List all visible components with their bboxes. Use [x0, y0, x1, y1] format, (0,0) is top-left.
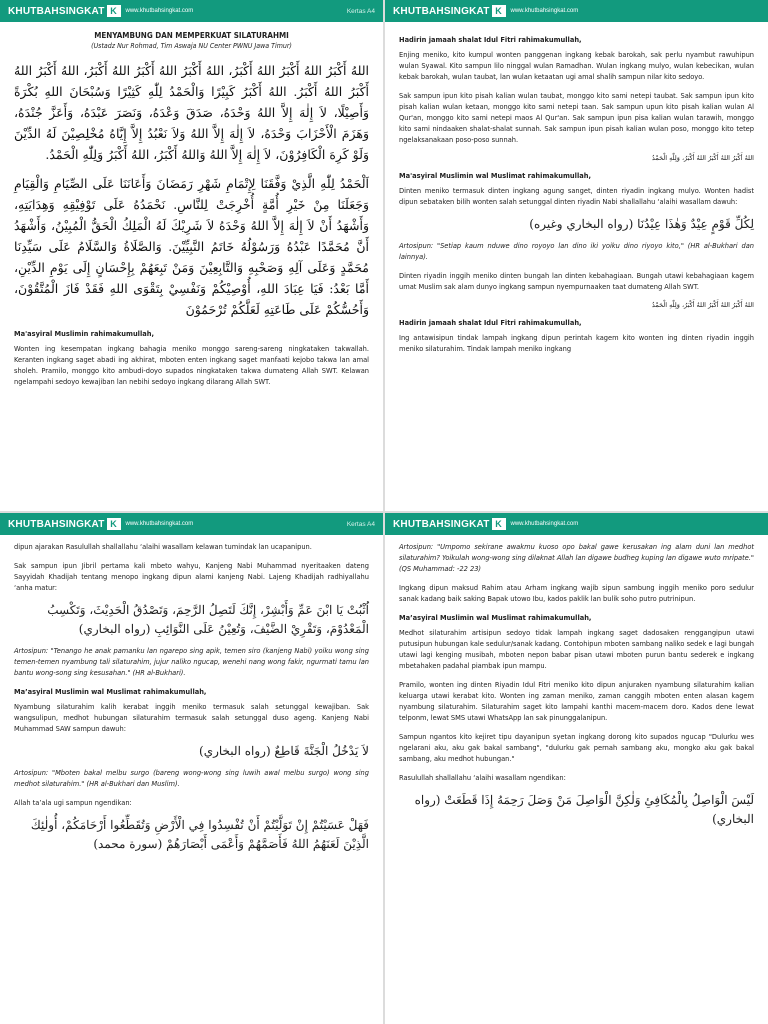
section-heading: Ma’asyiral Muslimin wal Muslimat rahimakumullah,: [399, 613, 592, 622]
logo-text: KHUTBAHSINGKAT: [8, 518, 105, 530]
page-header: [385, 513, 768, 535]
site-url[interactable]: www.khutbahsingkat.com: [510, 521, 579, 527]
arabic-opening-passage: اَلْحَمْدُ لِلّٰهِ الَّذِيْ وَفَّقَنَا لِإِتْمَامِ شَهْرِ رَمَضَانَ وَأَعَانَنَا عَلَى الصِّيَامِ وَالْقِيَامِ وَجَعَلَنَا مِنْ خَيْرِ أُمَّةٍ أُخْرِجَتْ لِلنَّاسِ. نَحْمَدُهُ عَلَى تَوْفِيْقِهِ وَهِدَايَتِهِ، وَأَشْهَدُ أَنْ لاَ إِلٰهَ إِلاَّ اللهُ وَحْدَهُ لاَ شَرِيْكَ لَهُ الْمَلِكُ الْحَقُّ الْمُبِيْنُ، وَأَشْهَدُ أَنَّ مُحَمَّدًا عَبْدُهُ وَرَسُوْلُهُ خَاتَمُ النَّبِيِّيْنَ. وَالصَّلَاةُ وَالسَّلَامُ عَلَى سَيِّدِنَا مُحَمَّدٍ وَعَلَى آلِهِ وَصَحْبِهِ وَالتَّابِعِيْنَ وَمَنْ تَبِعَهُمْ بِإِحْسَانٍ إِلَى يَوْمِ الدِّيْنِ، أَمَّا بَعْدُ: فَيَا عِبَادَ اللهِ، أُوْصِيْكُمْ وَنَفْسِيْ بِتَقْوَى اللهِ فَقَدْ فَازَ الْمُتَّقُوْنَ، وَأَحُسُّكُمْ عَلَى طَاعَتِهِ لَعَلَّكُمْ تُرْحَمُوْنَ: [14, 176, 369, 317]
arabic-hadith: لَيْسَ الْوَاصِلُ بِالْمُكَافِئِ وَلٰكِنَّ الْوَاصِلَ مَنْ وَصَلَ رَحِمَهُ إِذَا قَطَعَتْ (رواه البخاري): [414, 793, 754, 826]
page-2: [385, 0, 768, 511]
page-4: [385, 513, 768, 1024]
page-content: [385, 22, 768, 354]
paragraph: Sak sampun ipun Jibril pertama kali mbeto wahyu, Kanjeng Nabi Muhammad nyeritaaken dateng Sayyidah Khadijah tentang menopo ingkang dipun alami kanjeng Nabi. Lajeng Khadijah radhiyallahu ‘anha matur:: [14, 561, 369, 592]
translation: Artosipun: "Umpomo sekirane awakmu kuoso opo bakal gawe kerusakan ing alam duni lan medhot silaturahim? Yoikulah wong-wong sing dilaknat Allah lan digawe budheg kuping lan digawe wuto mripate." (QS Muhammad: -22 23): [399, 542, 754, 573]
page-3: [0, 513, 383, 1024]
paragraph: Ingkang dipun maksud Rahim atau Arham ingkang wajib sipun sambung inggih meniko poro sedulur sanak kadang baik saking Bapak utowo Ibu, kados paklik lan bulik soho putro putrinipun.: [399, 583, 754, 603]
site-url[interactable]: www.khutbahsingkat.com: [125, 521, 194, 527]
page-header: [0, 513, 383, 535]
page-header: [0, 0, 383, 22]
translation: Artosipun: "Tenango he anak pamanku lan ngarepo sing apik, temen siro (kanjeng Nabi) yoiku wong sing temen-temen nyambung tali silaturahim, jujur naliko ngucap, wenehi nang wong fakir, ngurmati tamu lan bantu wong-song sing kesusahan." (HR al-Bukhari).: [14, 646, 369, 677]
logo-mark-icon: K: [107, 518, 121, 530]
arabic-hadith: لِكُلِّ قَوْمٍ عِيْدٌ وَهٰذَا عِيْدُنَا (رواه البخاري وغيره): [529, 217, 754, 231]
translation: Artosipun: "Mboten bakal melbu surgo (bareng wong-wong sing luwih awal melbu surgo) wong sing medhot silaturahim." (HR al-Bukhari dan Muslim).: [14, 768, 369, 788]
paragraph: Pramilo, wonten ing dinten Riyadin Idul Fitri meniko kito dipun anjuraken nyambung silaturahim kalian keluarga utawi kerabat kito. Wonten ing zaman meniko, zaman canggih mboten enten alasan kagem nyambung silaturahim. Silaturahim saget kito lampahi kanthi macem-macem doro. Kados dene lewat telponm, lewat SMS utawi WhatsApp lan sak pinunggalanipun.: [399, 680, 754, 722]
translation: Artosipun: "Setiap kaum nduwe dino royoyo lan dino iki yoiku dino riyoyo kito," (HR al-Bukhari dan lainnya).: [399, 241, 754, 261]
paragraph: Wonten ing kesempatan ingkang bahagia meniko monggo sareng-sareng ningkataken takwallah. Keranten ingkang saget abadi ing akhirat, mboten enten ingkang saget manfaati kejobo takwa lan amal sholeh. Pramilo, monggo kito ambudi-doyo supados ningkataken takwa dumateng Allah SWT. Kelawan ngelampahi sedoyo kewajiban lan nebihi sedoyo ingkang dilarang Allah SWT.: [14, 344, 369, 386]
page-content: [385, 535, 768, 829]
paper-size-label: Kertas A4: [346, 7, 375, 15]
logo-text: KHUTBAHSINGKAT: [393, 518, 490, 530]
document-author: (Ustadz Nur Rohmad, Tim Aswaja NU Center PWNU Jawa Timur): [91, 42, 292, 50]
paragraph: Dinten meniko termasuk dinten ingkang agung sanget, dinten riyadin ingkang mulyo. Wonten hadist dipun sebataken bilih wonten salah setunggal dinten riyadin Nabi shallallahu ‘alaihi wasallam dawuh:: [399, 186, 754, 206]
paper-size-label: Kertas A4: [346, 520, 375, 528]
paragraph: Ing antawisipun tindak lampah ingkang dipun perintah kagem kito wonten ing dinten riyadin inggih meniko silaturahim. Tindak lampah meniko ingkang: [399, 333, 754, 353]
paragraph: dipun ajarakan Rasulullah shallallahu ‘alaihi wasallam kelawan tumindak lan ucapanipun.: [14, 542, 312, 551]
site-logo[interactable]: [393, 518, 578, 530]
paragraph: Allah ta’ala ugi sampun ngendikan:: [14, 798, 132, 807]
site-logo[interactable]: [8, 518, 193, 530]
document-title: MENYAMBUNG DAN MEMPERKUAT SILATURAHMI: [94, 31, 289, 40]
paragraph: Rasulullah shallallahu ‘alaihi wasallam ngendikan:: [399, 773, 566, 782]
logo-text: KHUTBAHSINGKAT: [393, 5, 490, 17]
paragraph: Sampun ngantos kito kejiret tipu dayanipun syetan ingkang dorong kito supados ngucap "Dulurku wes ngelarani aku, aku gak bakal sambang", "dulurku gak pernah sambang aku, mongko aku gak bakal sambang, aku medhot hubungan.": [399, 732, 754, 763]
section-heading: Ma’asyiral Muslimin wal Muslimat rahimakumullah,: [14, 687, 207, 696]
arabic-takbir-passage: اللهُ أَكْبَرُ اللهُ أَكْبَرُ اللهُ أَكْبَرُ، اللهُ أَكْبَرُ اللهُ أَكْبَرُ اللهُ أَكْبَرُ، اللهُ أَكْبَرُ اللهُ أَكْبَرُ اللهُ أَكْبَرُ. اللهُ أَكْبَرُ كَبِيْرًا وَالْحَمْدُ لِلّٰهِ كَثِيْرًا وَسُبْحَانَ اللهِ بُكْرَةً وَأَصِيْلًا، لاَ إِلٰهَ إِلاَّ اللهُ وَحْدَهُ، صَدَقَ وَعْدَهُ، وَنَصَرَ عَبْدَهُ، وَأَعَزَّ جُنْدَهُ، وَهَزَمَ الْأَحْزَابَ وَحْدَهُ، لاَ إِلٰهَ إِلاَّ اللهُ وَلاَ نَعْبُدُ إِلاَّ إِيَّاهُ مُخْلِصِيْنَ لَهُ الدِّيْنَ وَلَوْ كَرِهَ الْكَافِرُوْنَ، لاَ إِلٰهَ إِلاَّ اللهُ وَاللهُ أَكْبَرُ، اللهُ أَكْبَرُ وَلِلّٰهِ الْحَمْدُ.: [14, 63, 369, 162]
section-heading: Ma'asyiral Muslimin rahimakumullah,: [14, 329, 154, 338]
section-heading: Ma'asyiral Muslimin wal Muslimat rahimakumullah,: [399, 171, 591, 180]
logo-text: KHUTBAHSINGKAT: [8, 5, 105, 17]
logo-mark-icon: K: [492, 518, 506, 530]
page-1: [0, 0, 383, 511]
paragraph: Sak sampun ipun kito pisah kalian wulan taubat, monggo kito sami netepi taubat. Sak sampun ipun kito pisah kalian wulan ketaan, monggo kito sami netepi taan. Sak sampun upun kito pisah kalian wulan Al Qur'an, monggo kito sami netepi maos Al Qur'an. Sak sampun ipun pisa kalian wulan tarawih, monggo kito sami nindaaken shalat-shalat sunnah. Sak sampun ipun pisah kalian wulan poso, monggo kito tetep ngelaksanakaan poso-poso sunnah.: [399, 91, 754, 144]
logo-mark-icon: K: [492, 5, 506, 17]
page-content: [0, 22, 383, 387]
section-heading: Hadirin jamaah shalat Idul Fitri rahimakumullah,: [399, 35, 582, 44]
section-heading: Hadirin jamaah shalat Idul Fitri rahimakumullah,: [399, 318, 582, 327]
paragraph: Dinten riyadin inggih meniko dinten bungah lan dinten kebahagiaan. Bungah utawi kebahagiaan kagem umat Muslim sak alam dunyo ingkang sampun nyempurnaaken taat dumateng Allah SWT.: [399, 271, 754, 291]
arabic-hadith: لاَ يَدْخُلُ الْجَنَّةَ قَاطِعٌ (رواه البخاري): [199, 744, 369, 758]
page-header: [385, 0, 768, 22]
site-url[interactable]: www.khutbahsingkat.com: [510, 8, 579, 14]
arabic-quran-verse: فَهَلْ عَسَيْتُمْ إِنْ تَوَلَّيْتُمْ أَنْ تُفْسِدُوا فِي الْأَرْضِ وَتُقَطِّعُوا أَرْحَامَكُمْ، أُولٰئِكَ الَّذِيْنَ لَعَنَهُمُ اللهُ فَأَصَمَّهُمْ وَأَعْمَى أَبْصَارَهُمْ (سورة محمد): [30, 818, 369, 851]
site-logo[interactable]: [393, 5, 578, 17]
paragraph: Medhot silaturahim artisipun sedoyo tidak lampah ingkang saget dadosaken renggangipun utawi putusipun hubungan kale sedulur/sanak kadang. Contohipun mboten sambang naliko sedek e lagi bungah utawi lagi kenging musibah, mboten nepon babar pisan utawi mboten purun bantu sederek e ingkang mbetahaken padahal piambak ipun mampu.: [399, 628, 754, 670]
paragraph: Enjing meniko, kito kumpul wonten panggenan ingkang kebak barokah, sak perlu nyambut rawuhipun wulan Syawal. Kito sampun lilo ninggal wulan Ramadhan. Wulan ingkang mulyo, wulan kebecikan, wulan kebak barokah, wulan taubat, lan wulan ketaatan ugi amal shalih sampun nilar kito sedoyo.: [399, 50, 754, 81]
logo-mark-icon: K: [107, 5, 121, 17]
arabic-hadith: اُثْبُتْ يَا ابْنَ عَمِّ وَأَبْشِرْ، إِنَّكَ لَتَصِلُ الرَّحِمَ، وَتَصْدُقُ الْحَدِيْثَ، وَتَكْسِبُ الْمَعْدُوْمَ، وَتَقْرِيْ الضَّيْفَ، وَتُعِيْنُ عَلَى النَّوَائِبِ (رواه البخاري): [47, 603, 369, 636]
site-logo[interactable]: [8, 5, 193, 17]
arabic-takbir: اللهُ أَكْبَرُ اللهُ أَكْبَرُ اللهُ أَكْبَرُ، وَلِلّٰهِ الْحَمْدُ: [651, 301, 754, 309]
site-url[interactable]: www.khutbahsingkat.com: [125, 8, 194, 14]
arabic-takbir: اللهُ أَكْبَرُ اللهُ أَكْبَرُ اللهُ أَكْبَرُ، وَلِلّٰهِ الْحَمْدُ: [651, 154, 754, 162]
paragraph: Nyambung silaturahim kalih kerabat inggih meniko termasuk salah setunggal kewajiban. Sak wangsulipun, medhot hubungan silaturahim termasuk salah setunggal duso ageng. Kanjeng Nabi Muhammad SAW sampun dawuh:: [14, 702, 369, 733]
page-content: [0, 535, 383, 854]
